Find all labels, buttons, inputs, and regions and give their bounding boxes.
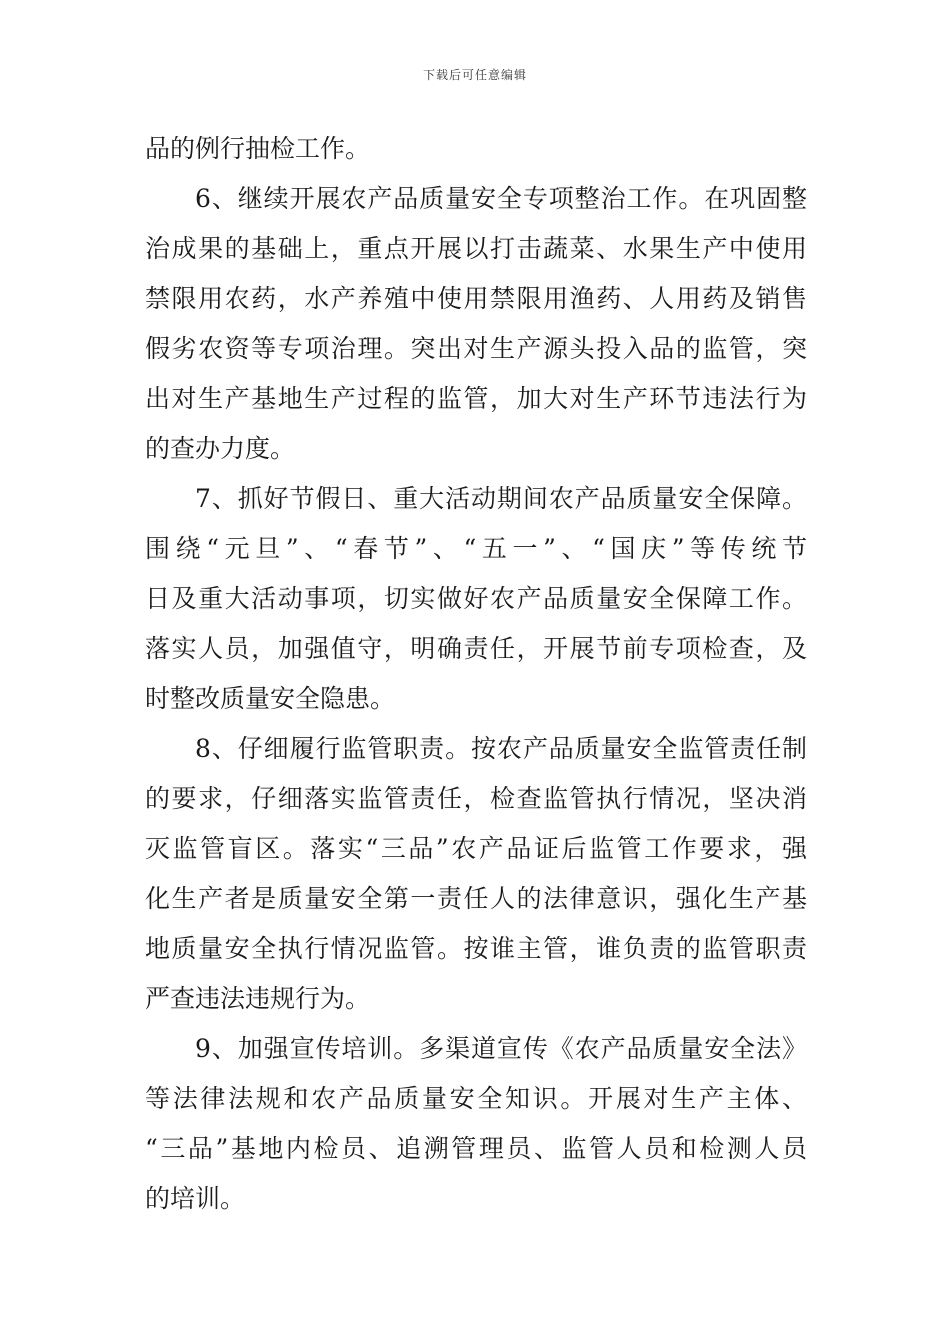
text-line: 围绕“元旦”、“春节”、“五一”、“国庆”等传统节	[145, 534, 807, 563]
text-line: 灭监管盲区。落实“三品”农产品证后监管工作要求，强	[145, 834, 807, 863]
text-line: 落实人员，加强值守，明确责任，开展节前专项检查，及	[145, 634, 807, 663]
text-line: 品的例行抽检工作。	[145, 134, 371, 163]
text-line: 的培训。	[145, 1184, 246, 1213]
text-line: 化生产者是质量安全第一责任人的法律意识，强化生产基	[145, 884, 807, 913]
text-line: 的查办力度。	[145, 434, 296, 463]
page-header: 下载后可任意编辑	[422, 68, 527, 82]
text-line: 6、继续开展农产品质量安全专项整治工作。在巩固整	[195, 184, 807, 213]
text-line: 日及重大活动事项，切实做好农产品质量安全保障工作。	[145, 584, 807, 613]
text-line: 时整改质量安全隐患。	[145, 684, 396, 713]
text-line: 的要求，仔细落实监管责任，检查监管执行情况，坚决消	[145, 784, 807, 813]
text-line: 禁限用农药，水产养殖中使用禁限用渔药、人用药及销售	[145, 284, 807, 313]
text-line: 严查违法违规行为。	[145, 984, 371, 1013]
text-line: 出对生产基地生产过程的监管，加大对生产环节违法行为	[145, 384, 807, 413]
text-line: 7、抓好节假日、重大活动期间农产品质量安全保障。	[195, 484, 807, 513]
text-line: 8、仔细履行监管职责。按农产品质量安全监管责任制	[195, 734, 807, 763]
text-line: 治成果的基础上，重点开展以打击蔬菜、水果生产中使用	[145, 234, 807, 263]
text-line: 假劣农资等专项治理。突出对生产源头投入品的监管，突	[145, 334, 807, 363]
text-line: 地质量安全执行情况监管。按谁主管，谁负责的监管职责	[145, 934, 807, 963]
text-line: 9、加强宣传培训。多渠道宣传《农产品质量安全法》	[195, 1034, 807, 1063]
body-text	[145, 124, 807, 1224]
text-line: 等法律法规和农产品质量安全知识。开展对生产主体、	[145, 1084, 807, 1113]
text-line: “三品”基地内检员、追溯管理员、监管人员和检测人员	[145, 1134, 807, 1163]
